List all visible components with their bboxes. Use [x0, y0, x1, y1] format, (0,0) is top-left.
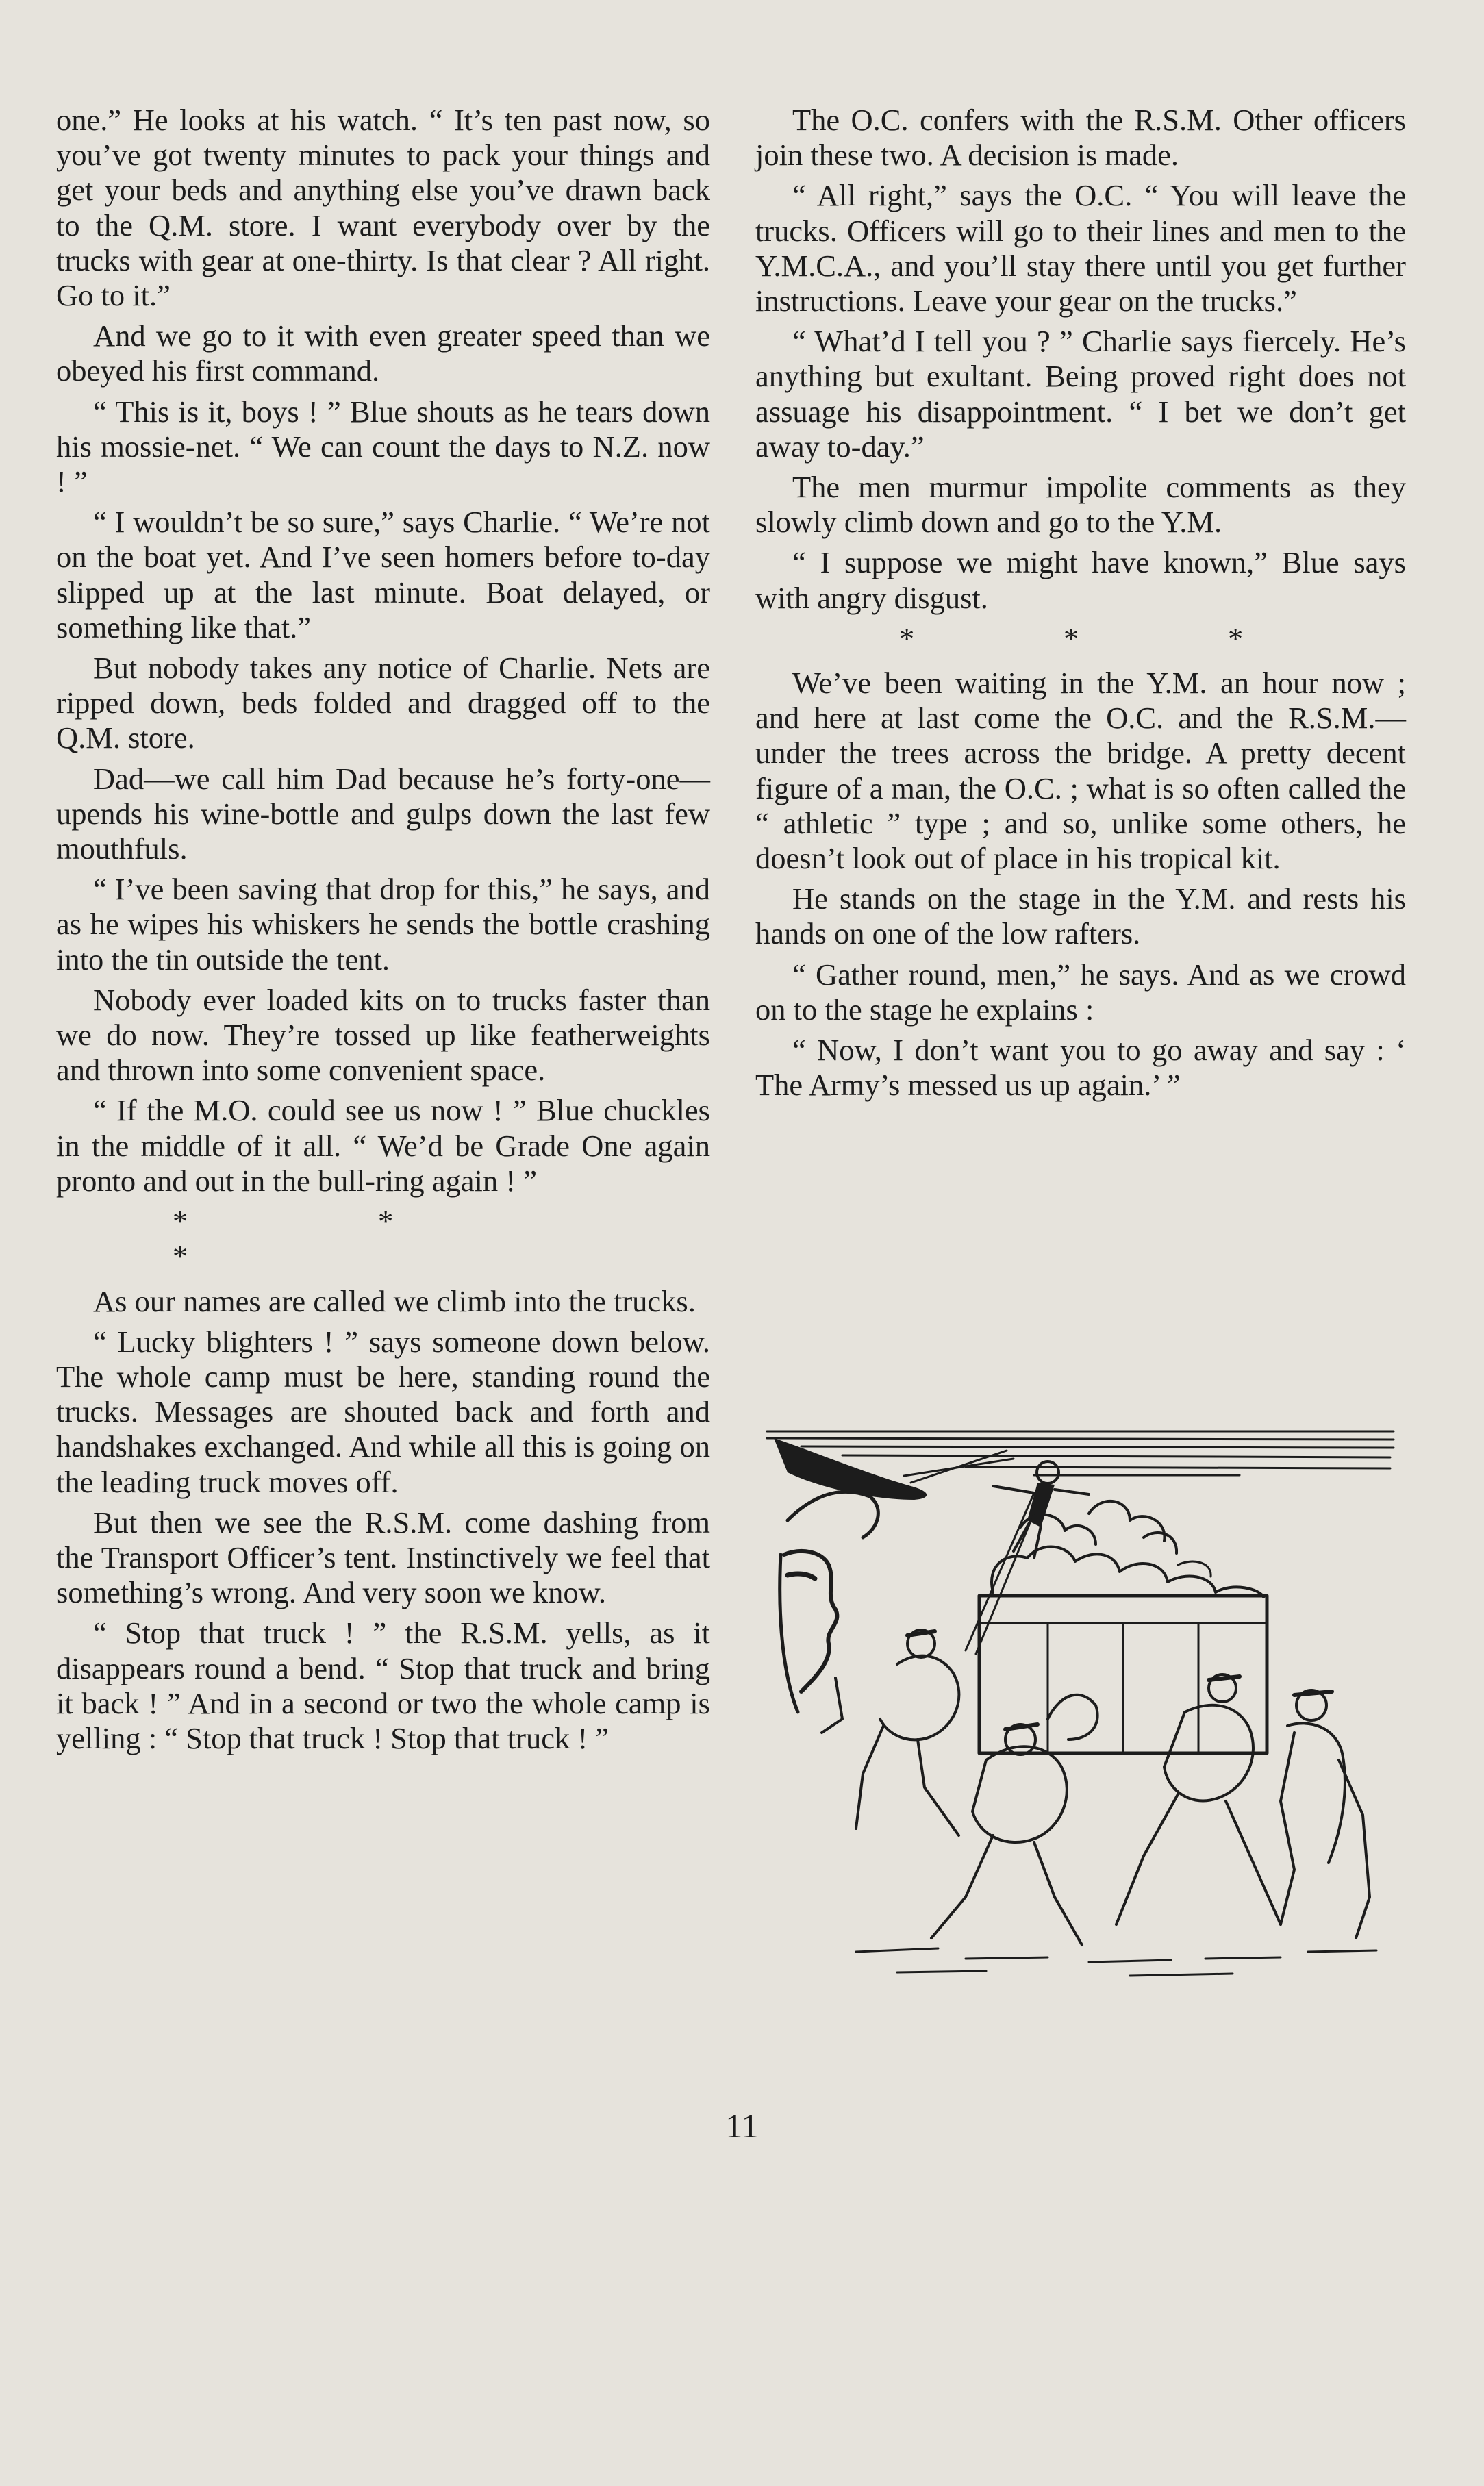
separator-star: *: [378, 1204, 394, 1239]
paragraph: “ Now, I don’t want you to go away and say : ‘ The Army’s messed us up again.’ ”: [755, 1033, 1406, 1103]
paragraph: Dad—we call him Dad because he’s forty-one—upends his wine-bottle and gulps down the last few mouthfuls.: [56, 761, 710, 866]
paragraph: “ Lucky blighters ! ” says someone down below. The whole camp must be here, standing round the trucks. Messages are shouted back and forth and handshakes exchanged. And while all this is going on the leading truck moves off.: [56, 1324, 710, 1499]
paragraph: And we go to it with even greater speed than we obeyed his first command.: [56, 318, 710, 388]
paragraph: “ I suppose we might have known,” Blue says with angry disgust.: [755, 545, 1406, 615]
paragraph: “ I wouldn’t be so sure,” says Charlie. “ We’re not on the boat yet. And I’ve seen homers before to-day slipped up at the last minute. Boat delayed, or something like that.”: [56, 505, 710, 644]
paragraph: “ I’ve been saving that drop for this,” he says, and as he wipes his whiskers he sends the bottle crashing into the tin outside the tent.: [56, 872, 710, 977]
separator-star: *: [173, 1239, 188, 1274]
paragraph: The men murmur impolite comments as they slowly climb down and go to the Y.M.: [755, 470, 1406, 540]
separator-star: *: [1228, 620, 1244, 655]
paragraph: As our names are called we climb into the trucks.: [93, 1283, 696, 1318]
paragraph: one.” He looks at his watch. “ It’s ten past now, so you’ve got twenty minutes to pack your things and get your beds and anything else you’ve drawn back to the Q.M. store. I want everybody over by the trucks with gear at one-thirty. Is that clear ? All right. Go to it.”: [56, 103, 710, 313]
separator-star: *: [1064, 620, 1079, 655]
paragraph: “ Gather round, men,” he says. And as we crowd on to the stage he explains :: [755, 957, 1406, 1027]
foreground-face: [780, 1551, 842, 1733]
paragraph: “ If the M.O. could see us now ! ” Blue chuckles in the middle of it all. “ We’d be Grade One again pronto and out in the bull-ring again ! ”: [56, 1093, 710, 1198]
paragraph: “ All right,” says the O.C. “ You will leave the trucks. Officers will go to their lines and men to the Y.M.C.A., and you’ll stay there until you get further instructions. Leave your gear on the trucks.”: [755, 178, 1406, 318]
separator-star: *: [899, 620, 915, 655]
paragraph: Nobody ever loaded kits on to trucks faster than we do now. They’re tossed up like featherweights and thrown into some convenient space.: [56, 982, 710, 1088]
paragraph: The O.C. confers with the R.S.M. Other officers join these two. A decision is made.: [755, 103, 1406, 173]
separator-star: *: [173, 1204, 188, 1239]
paragraph: “ What’d I tell you ? ” Charlie says fiercely. He’s anything but exultant. Being proved right does not assuage his disappointment. “ I bet we don’t get away to-day.”: [755, 324, 1406, 464]
paragraph: He stands on the stage in the Y.M. and rests his hands on one of the low rafters.: [755, 881, 1406, 951]
paragraph: But nobody takes any notice of Charlie. Nets are ripped down, beds folded and dragged off to the Q.M. store.: [56, 651, 710, 755]
right-text-column: [755, 103, 1406, 1108]
page-number: 11: [725, 2107, 759, 2145]
worker-figures: [856, 1630, 1370, 1945]
paragraph: “ This is it, boys ! ” Blue shouts as he tears down his mossie-net. “ We can count the days to N.Z. now ! ”: [56, 394, 710, 499]
section-separator: [755, 621, 1406, 656]
section-separator: [56, 1204, 710, 1274]
paragraph: “ Stop that truck ! ” the R.S.M. yells, as it disappears round a bend. “ Stop that truck and bring it back ! ” And in a second or two the whole camp is yelling : “ Stop that truck ! Stop that truck ! ”: [56, 1616, 710, 1755]
paragraph: We’ve been waiting in the Y.M. an hour now ; and here at last come the O.C. and the R.S.M.—under the trees across the bridge. A pretty decent figure of a man, the O.C. ; what is so often called the “ athletic ” type ; and so, unlike some others, he doesn’t look out of place in his tropical kit.: [755, 666, 1406, 876]
truck-loading-illustration: [760, 1418, 1407, 2486]
paragraph: But then we see the R.S.M. come dashing from the Transport Officer’s tent. Instinctively we feel that something’s wrong. And very soon we know.: [56, 1505, 710, 1610]
left-text-column: [56, 103, 710, 1761]
horizon-lines: [767, 1431, 1394, 1475]
ground: [856, 1948, 1376, 1976]
